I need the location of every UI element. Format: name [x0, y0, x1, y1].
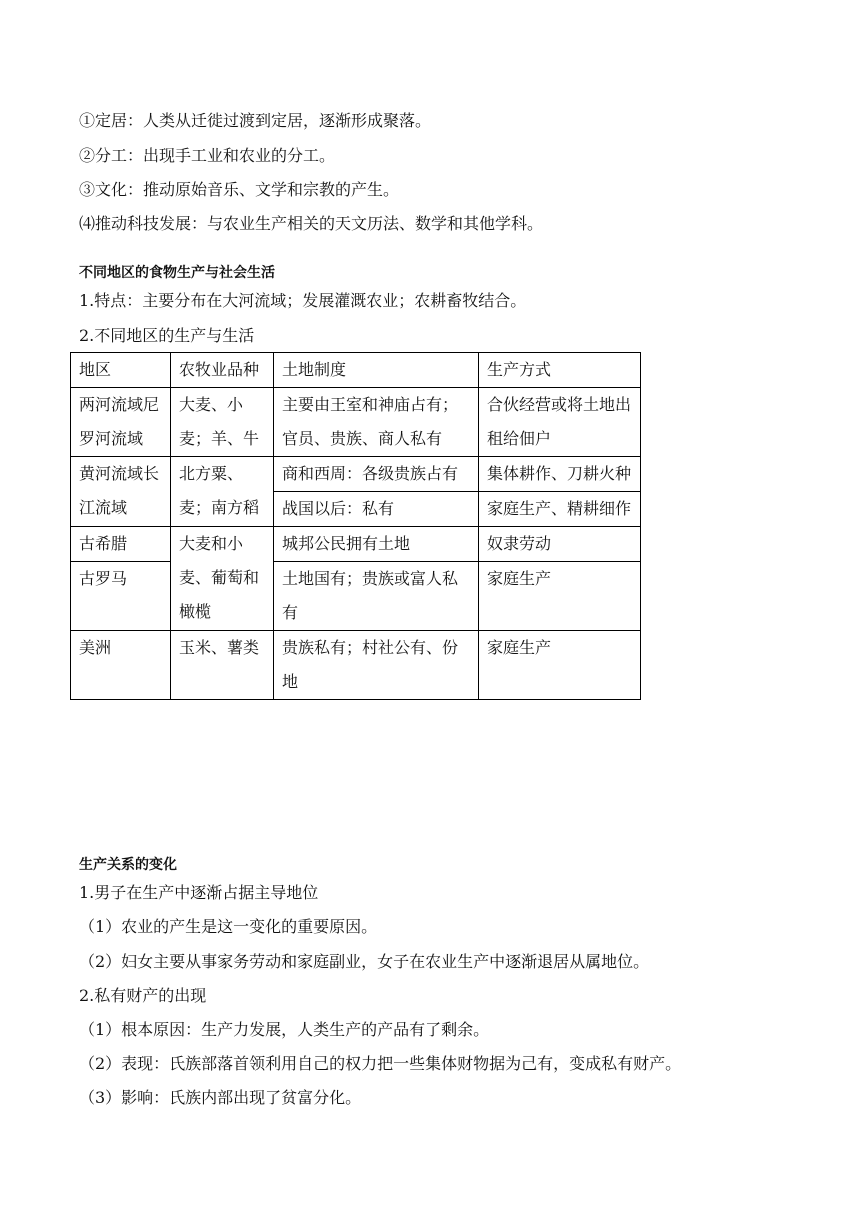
section2-point-private-property: 2.私有财产的出现 [79, 986, 207, 1005]
intro-line-settlement: ①定居：人类从迁徙过渡到定居，逐渐形成聚落。 [79, 111, 432, 130]
section-heading-relations-change: 生产关系的变化 [79, 857, 177, 873]
regions-table [70, 352, 641, 700]
cell-production-mode: 家庭生产、精耕细作 [479, 492, 641, 527]
section-heading-food-production: 不同地区的食物生产与社会生活 [79, 265, 275, 281]
intro-line-technology: ⑷推动科技发展：与农业生产相关的天文历法、数学和其他学科。 [79, 214, 544, 233]
cell-region: 黄河流域长江流域 [71, 457, 171, 527]
intro-line-division-of-labor: ②分工：出现手工业和农业的分工。 [79, 146, 336, 165]
cell-production-mode: 家庭生产 [479, 562, 641, 631]
cell-land-system: 贵族私有；村社公有、份地 [274, 631, 479, 700]
cell-region: 古罗马 [71, 562, 171, 631]
cell-land-system: 城邦公民拥有土地 [274, 527, 479, 562]
section2-subpoint: （2）表现：氏族部落首领利用自己的权力把一些集体财物据为己有，变成私有财产。 [79, 1054, 682, 1073]
section2-point-male-dominance: 1.男子在生产中逐渐占据主导地位 [79, 883, 319, 902]
section1-point-regions: 2.不同地区的生产与生活 [79, 326, 255, 345]
cell-land-system: 土地国有；贵族或富人私有 [274, 562, 479, 631]
section2-subpoint: （3）影响：氏族内部出现了贫富分化。 [79, 1088, 362, 1107]
table-row [71, 562, 641, 631]
cell-land-system: 战国以后：私有 [274, 492, 479, 527]
cell-crops: 大麦、小麦；羊、牛 [171, 388, 274, 457]
header-production-mode: 生产方式 [479, 353, 641, 388]
section2-subpoint: （1）根本原因：生产力发展，人类生产的产品有了剩余。 [79, 1020, 490, 1039]
header-land-system: 土地制度 [274, 353, 479, 388]
cell-region: 古希腊 [71, 527, 171, 562]
table-row [71, 457, 641, 492]
table-row [71, 631, 641, 700]
table-row [71, 527, 641, 562]
table-row [71, 388, 641, 457]
cell-crops: 玉米、薯类 [171, 631, 274, 700]
table-header-row [71, 353, 641, 388]
cell-production-mode: 合伙经营或将土地出租给佃户 [479, 388, 641, 457]
section1-point-features: 1.特点：主要分布在大河流域；发展灌溉农业；农耕畜牧结合。 [79, 291, 527, 310]
cell-land-system: 商和西周：各级贵族占有 [274, 457, 479, 492]
cell-land-system: 主要由王室和神庙占有；官员、贵族、商人私有 [274, 388, 479, 457]
section2-subpoint: （2）妇女主要从事家务劳动和家庭副业，女子在农业生产中逐渐退居从属地位。 [79, 952, 650, 971]
cell-production-mode: 家庭生产 [479, 631, 641, 700]
section2-subpoint: （1）农业的产生是这一变化的重要原因。 [79, 917, 378, 936]
header-crops: 农牧业品种 [171, 353, 274, 388]
cell-crops: 北方粟、麦；南方稻 [171, 457, 274, 527]
cell-crops: 大麦和小麦、葡萄和橄榄 [171, 527, 274, 631]
header-region: 地区 [71, 353, 171, 388]
cell-production-mode: 集体耕作、刀耕火种 [479, 457, 641, 492]
cell-region: 美洲 [71, 631, 171, 700]
cell-production-mode: 奴隶劳动 [479, 527, 641, 562]
intro-line-culture: ③文化：推动原始音乐、文学和宗教的产生。 [79, 180, 400, 199]
cell-region: 两河流域尼罗河流域 [71, 388, 171, 457]
